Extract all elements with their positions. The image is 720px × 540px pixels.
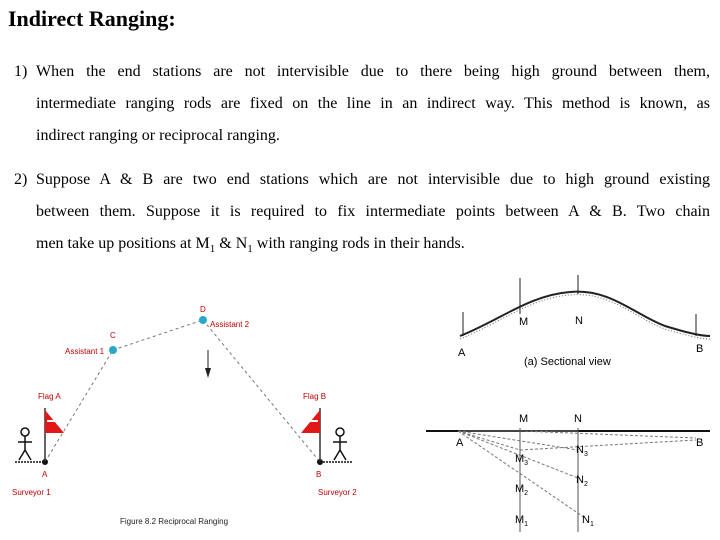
point-2 bbox=[14, 164, 710, 265]
figure-caption: Figure 8.2 Reciprocal Ranging bbox=[120, 517, 229, 526]
section-label-b: B bbox=[696, 343, 704, 355]
point-1-number: 1) bbox=[14, 63, 28, 80]
label-flag-a: Flag A bbox=[38, 392, 61, 401]
plan-label-m2: $M_2$ bbox=[515, 483, 529, 497]
section-label-m: M bbox=[519, 316, 529, 328]
plan-line-m1-n1 bbox=[458, 431, 585, 518]
plan-label-m: M bbox=[519, 413, 529, 425]
label-d: D bbox=[200, 305, 206, 314]
plan-label-n: N bbox=[574, 413, 582, 425]
sectional-caption: (a) Sectional view bbox=[524, 356, 611, 368]
label-surveyor-1: Surveyor 1 bbox=[12, 488, 51, 497]
flag-b-icon bbox=[301, 408, 320, 462]
plan-line-m3-b bbox=[520, 440, 696, 450]
point-1-line-1: When the end stations are not intervisible due to there being high ground between them, bbox=[36, 63, 710, 80]
point-2-line-3 bbox=[14, 228, 710, 265]
line-a-c bbox=[45, 350, 113, 462]
label-a: A bbox=[42, 470, 48, 479]
plan-label-m1: $M_1$ bbox=[515, 514, 529, 528]
ground-profile bbox=[460, 292, 710, 336]
point-1-line-3: indirect ranging or reciprocal ranging. bbox=[36, 127, 280, 144]
reciprocal-ranging-figure bbox=[0, 290, 400, 540]
point-2-line-3-b: & N bbox=[215, 235, 248, 252]
point-2-sub-m1: 1 bbox=[209, 243, 216, 256]
plan-line-m-n-b bbox=[520, 431, 696, 438]
plan-line-a-n3 bbox=[458, 431, 578, 450]
plan-label-a: A bbox=[456, 437, 464, 449]
point-1-line-2: intermediate ranging rods are fixed on the line in an indirect way. This method is known, as bbox=[36, 95, 710, 112]
point-2-line-1: Suppose A & B are two end stations which are not intervisible due to high ground existing bbox=[36, 171, 710, 188]
ground-hatching bbox=[460, 295, 710, 339]
label-c: C bbox=[110, 331, 116, 340]
plan-label-n3: $N_3$ bbox=[576, 444, 588, 458]
page-title: Indirect Ranging: bbox=[8, 6, 176, 31]
surveyor-2-icon bbox=[317, 428, 352, 462]
point-2-line-2: between them. Suppose it is required to fix intermediate points between A & B. Two chain bbox=[36, 203, 710, 220]
label-assistant-2: Assistant 2 bbox=[210, 320, 250, 329]
station-d-dot bbox=[199, 316, 207, 324]
plan-label-b: B bbox=[696, 437, 704, 449]
line-c-d bbox=[113, 320, 203, 350]
surveyor-1-icon bbox=[15, 428, 48, 462]
point-2-sub-n1: 1 bbox=[247, 243, 253, 256]
label-surveyor-2: Surveyor 2 bbox=[318, 488, 357, 497]
plan-label-n1: $N_1$ bbox=[582, 514, 594, 528]
plan-label-m3: $M_3$ bbox=[515, 453, 529, 467]
sectional-view-figure bbox=[420, 270, 720, 535]
station-c-dot bbox=[109, 346, 117, 354]
section-label-n: N bbox=[575, 315, 583, 327]
point-2-line-3-a: men take up positions at M bbox=[36, 235, 210, 252]
label-b: B bbox=[316, 470, 322, 479]
point-2-number: 2) bbox=[14, 171, 28, 188]
label-assistant-1: Assistant 1 bbox=[65, 347, 105, 356]
line-d-b bbox=[203, 320, 320, 462]
point-2-line-3-c: with ranging rods in their hands. bbox=[252, 235, 465, 252]
plan-line-a-m3 bbox=[458, 431, 520, 450]
label-flag-b: Flag B bbox=[303, 392, 327, 401]
point-1 bbox=[14, 56, 710, 152]
section-label-a: A bbox=[458, 347, 466, 359]
direction-arrow-head bbox=[205, 368, 211, 378]
plan-label-n2: $N_2$ bbox=[576, 474, 588, 488]
